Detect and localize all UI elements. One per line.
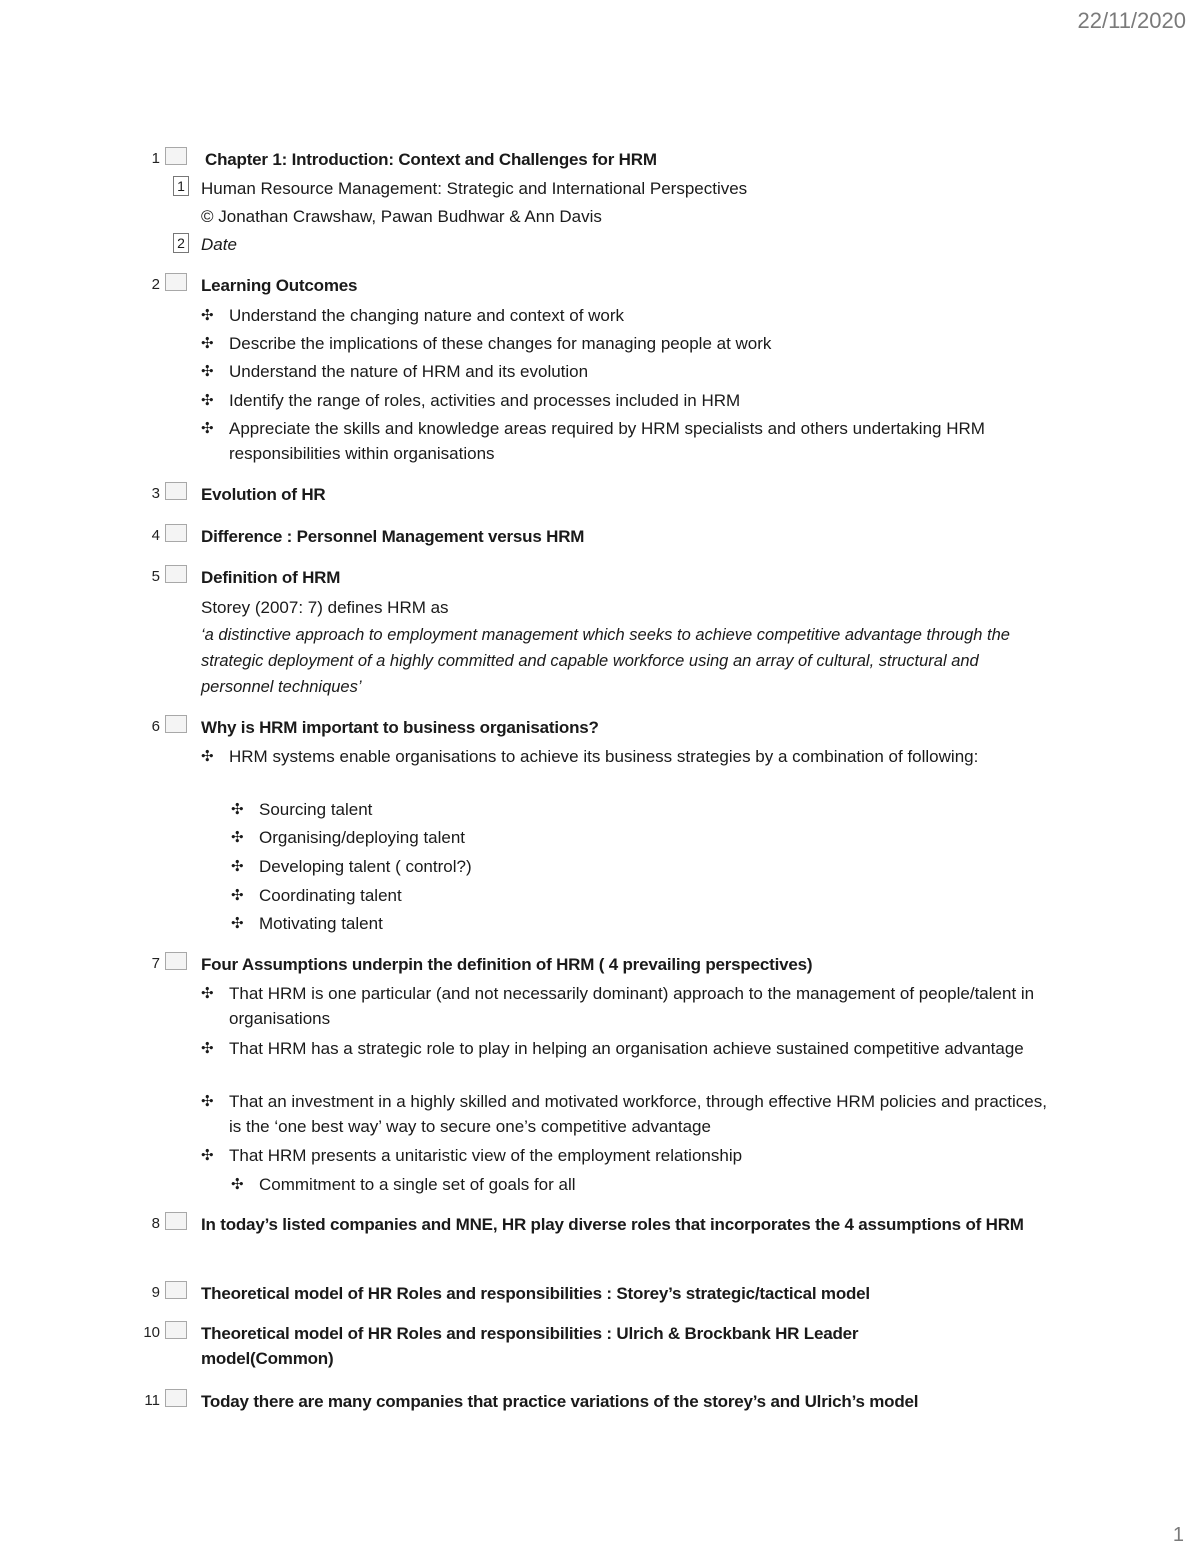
slide-number: 10 [143,1324,160,1341]
bullet-icon: ✣ [201,1147,214,1164]
slide-thumbnail[interactable] [165,524,187,542]
slide-title: In today’s listed companies and MNE, HR play diverse roles that incorporates the 4 assumptions of HRM [201,1215,1024,1234]
slide-number: 4 [151,527,160,544]
bullet-icon: ✣ [231,858,244,875]
page-date: 22/11/2020 [1077,8,1186,33]
page-number: 1 [1172,1524,1184,1546]
slide-title: Difference : Personnel Management versus HRM [201,527,585,546]
slide-number: 2 [151,276,160,293]
slide-title: Theoretical model of HR Roles and responsibilities : Ulrich & Brockbank HR Leader model(Common) [201,1324,859,1368]
slide-number: 5 [151,568,160,585]
slide-title: Why is HRM important to business organisations? [201,718,599,737]
slide-number: 8 [151,1215,160,1232]
bullet-icon: ✣ [231,887,244,904]
note-line: Date [201,235,237,254]
bullet-icon: ✣ [201,748,214,765]
note-marker: 2 [173,233,189,253]
slide-thumbnail[interactable] [165,565,187,583]
slide-thumbnail[interactable] [165,715,187,733]
slide-title: Evolution of HR [201,485,326,504]
slide-title: Four Assumptions underpin the definition of HRM ( 4 prevailing perspectives) [201,955,813,974]
slide-number: 9 [151,1284,160,1301]
bullet-icon: ✣ [201,1040,214,1057]
bullet-icon: ✣ [201,1093,214,1110]
slide-title: Definition of HRM [201,568,341,587]
note-line: Human Resource Management: Strategic and International Perspectives [201,179,748,198]
slide-title: Learning Outcomes [201,276,358,295]
slide-thumbnail[interactable] [165,273,187,291]
bullet-icon: ✣ [231,1176,244,1193]
slide-quote: ‘a distinctive approach to employment management which seeks to achieve competitive advantage through the strategic deployment of a highly committed and capable workforce using an array of cultural, structural and personnel techniques’ [201,626,1010,696]
slide-thumbnail[interactable] [165,1389,187,1407]
bullet-icon: ✣ [231,915,244,932]
slide-number: 6 [151,718,160,735]
slide-body-text: Storey (2007: 7) defines HRM as [201,598,449,617]
slide-thumbnail[interactable] [165,147,187,165]
slide-thumbnail[interactable] [165,1281,187,1299]
bullet-icon: ✣ [201,307,214,324]
slide-number: 3 [151,485,160,502]
slide-title: Chapter 1: Introduction: Context and Challenges for HRM [205,150,657,169]
slide-number: 7 [151,955,160,972]
slide-thumbnail[interactable] [165,482,187,500]
bullet-icon: ✣ [201,392,214,409]
bullet-icon: ✣ [201,420,214,437]
note-line: © Jonathan Crawshaw, Pawan Budhwar & Ann Davis [201,207,602,226]
bullet-icon: ✣ [201,335,214,352]
slide-thumbnail[interactable] [165,1212,187,1230]
bullet-icon: ✣ [231,829,244,846]
bullet-icon: ✣ [231,801,244,818]
slide-title: Theoretical model of HR Roles and responsibilities : Storey’s strategic/tactical model [201,1284,870,1303]
slide-number: 11 [144,1392,160,1409]
slide-title: Today there are many companies that practice variations of the storey’s and Ulrich’s model [201,1392,919,1411]
bullet-icon: ✣ [201,363,214,380]
slide-thumbnail[interactable] [165,952,187,970]
slide-thumbnail[interactable] [165,1321,187,1339]
note-marker: 1 [173,176,189,196]
slide-number: 1 [151,150,160,167]
bullet-icon: ✣ [201,985,214,1002]
